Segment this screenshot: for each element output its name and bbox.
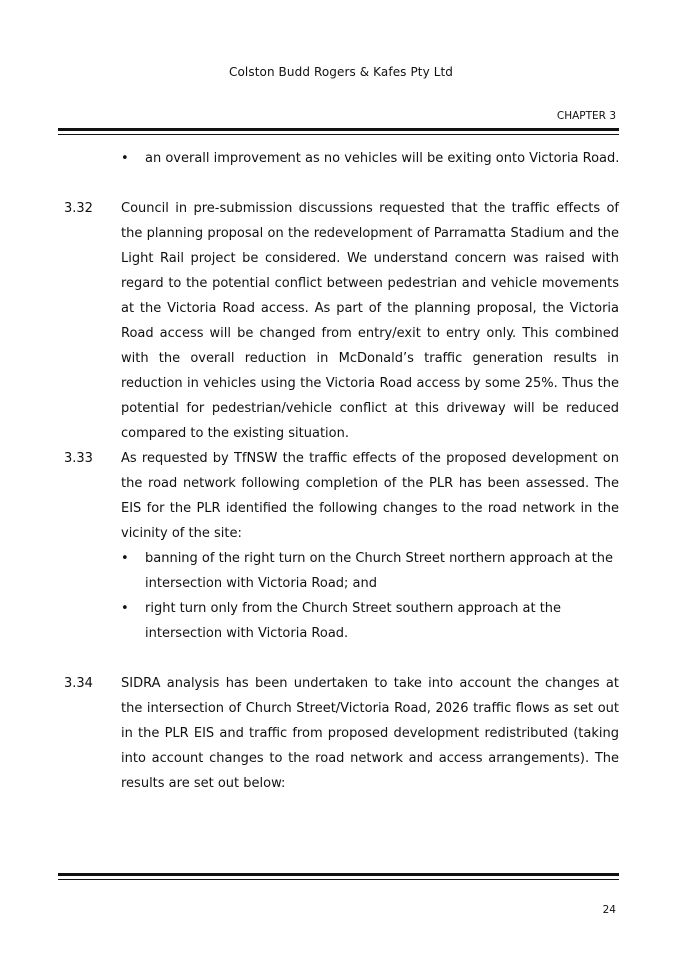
company-name-header: Colston Budd Rogers & Kafes Pty Ltd — [228, 65, 454, 79]
page-number: 24 — [602, 904, 616, 916]
road-change-bullet-1 — [121, 546, 621, 596]
bullet-marker: • — [121, 601, 129, 616]
bullet-marker: • — [121, 551, 129, 566]
bullet-marker: • — [121, 151, 129, 166]
road-change-bullet-2 — [121, 596, 621, 646]
paragraph-text: Council in pre-submission discussions requested that the traffic effects of the planning proposal on the redevelopment of Parramatta Stadium and the Light Rail project be considered. We understand concern was raised with regard to the potential conflict between pedestrian and vehicle movements at the Victoria Road access. As part of the planning proposal, the Victoria Road access will be changed from entry/exit to entry only. This combined with the overall reduction in McDonald’s traffic generation results in reduction in vehicles using the Victoria Road access by some 25%. Thus the potential for pedestrian/vehicle conflict at this driveway will be reduced compared to the existing situation. — [121, 201, 619, 441]
bullet-text: an overall improvement as no vehicles will be exiting onto Victoria Road. — [145, 151, 620, 166]
paragraph-number: 3.32 — [64, 201, 93, 216]
paragraph-3-33 — [64, 446, 619, 546]
header-rule — [58, 128, 619, 135]
paragraph-text: As requested by TfNSW the traffic effects of the proposed development on the road network following completion of the PLR has been assessed. The EIS for the PLR identified the following changes to the road network in the vicinity of the site: — [121, 451, 619, 541]
bullet-text: right turn only from the Church Street southern approach at the intersection with Victoria Road. — [145, 601, 562, 641]
paragraph-3-34 — [64, 671, 619, 796]
footer-rule — [58, 873, 619, 880]
paragraph-3-32 — [64, 196, 619, 446]
paragraph-number: 3.34 — [64, 676, 93, 691]
intro-bullet-item — [121, 146, 621, 171]
chapter-label: CHAPTER 3 — [556, 110, 616, 122]
paragraph-text: SIDRA analysis has been undertaken to take into account the changes at the intersection of Church Street/Victoria Road, 2026 traffic flows as set out in the PLR EIS and traffic from proposed development redistributed (taking into account changes to the road network and access arrangements). The results are set out below: — [121, 676, 619, 791]
bullet-text: banning of the right turn on the Church Street northern approach at the intersection with Victoria Road; and — [145, 551, 613, 591]
paragraph-number: 3.33 — [64, 451, 93, 466]
